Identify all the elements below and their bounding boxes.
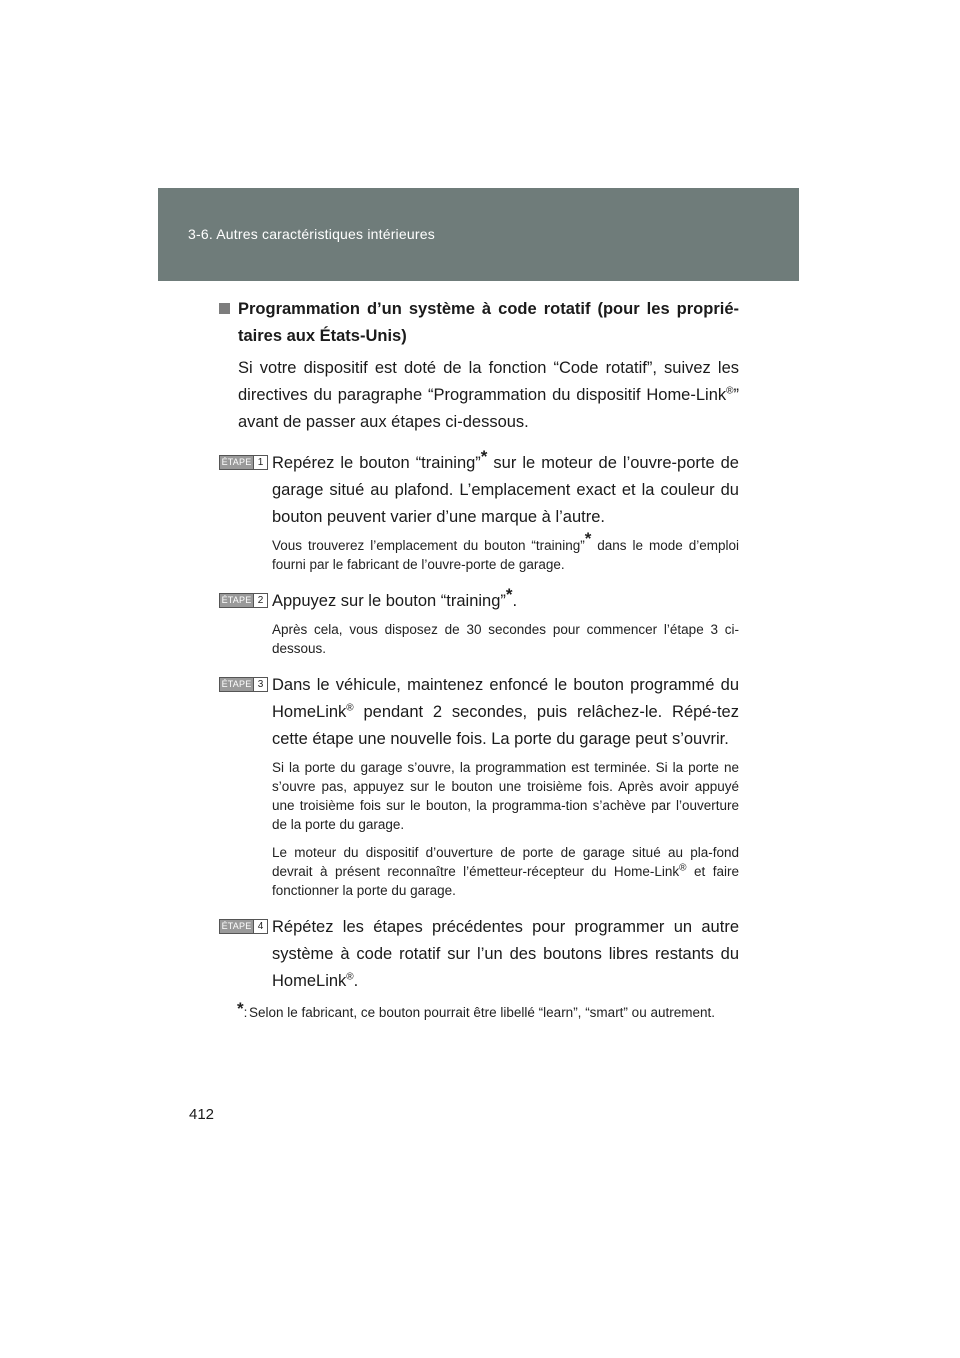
step-label: ÉTAPE xyxy=(221,921,252,931)
step-1 xyxy=(219,447,739,574)
asterisk-mark: * xyxy=(505,585,513,604)
registered-mark: ® xyxy=(346,702,354,714)
intro-paragraph xyxy=(219,355,739,436)
step-number: 1 xyxy=(253,456,267,469)
intro-text-end: ” avant de passer aux étapes ci-dessous. xyxy=(238,386,739,431)
step-text-end: sur le moteur de l’ouvre-porte de garage situé au plafond. L’emplacement exact et la couleur du bouton peuvent varier d’une marque à l’autre. xyxy=(272,454,739,526)
step-note: Si la porte du garage s’ouvre, la programmation est terminée. Si la porte ne s’ouvre pas, appuyez sur le bouton une troisième fois. Après avoir appuyé une troisième fois sur le bouton, la programma-tion s’achève par l’ouverture de la porte du garage. xyxy=(272,760,739,832)
registered-mark: ® xyxy=(346,971,354,983)
note-text-end: et faire fonctionner la porte du garage. xyxy=(272,864,739,898)
footnote-mark xyxy=(237,999,251,1022)
footnote-colon: : xyxy=(243,1005,248,1020)
step-number: 2 xyxy=(253,594,267,607)
step-2 xyxy=(219,585,739,658)
registered-mark: ® xyxy=(679,862,687,874)
heading-text: Programmation d’un système à code rotatif (pour les proprié-taires aux États-Unis) xyxy=(238,300,739,345)
step-text: Repérez le bouton “training” xyxy=(272,454,481,472)
step-instruction xyxy=(272,914,739,995)
step-note xyxy=(272,529,739,574)
step-text-end: pendant 2 secondes, puis relâchez-le. Répé-tez cette étape une nouvelle fois. La porte du garage peut s’ouvrir. xyxy=(272,703,739,748)
step-instruction xyxy=(272,585,739,615)
section-header-band xyxy=(158,188,799,281)
step-note xyxy=(272,843,739,900)
note-text-end: dans le mode d’emploi fourni par le fabricant de l’ouvre-porte de garage. xyxy=(272,538,739,572)
step-text: Appuyez sur le bouton “training” xyxy=(272,592,506,610)
step-number: 3 xyxy=(253,678,267,691)
step-3 xyxy=(219,672,739,900)
footnote xyxy=(219,999,739,1022)
step-text-end: . xyxy=(353,972,359,990)
asterisk-mark: * xyxy=(584,529,592,548)
step-label: ÉTAPE xyxy=(221,457,252,467)
section-heading xyxy=(219,296,739,350)
step-label: ÉTAPE xyxy=(221,679,252,689)
step-badge xyxy=(219,677,268,692)
note-text: Vous trouverez l’emplacement du bouton “training” xyxy=(272,538,585,553)
step-text: Dans le véhicule, maintenez enfoncé le bouton programmé du HomeLink xyxy=(272,676,739,721)
page-content xyxy=(219,296,739,1022)
step-badge xyxy=(219,593,268,608)
footnote-text: Selon le fabricant, ce bouton pourrait être libellé “learn”, “smart” ou autrement. xyxy=(249,1005,715,1020)
asterisk-mark: * xyxy=(237,999,244,1018)
note-text: Le moteur du dispositif d’ouverture de porte de garage situé au pla-fond devrait à présent reconnaître l’émetteur-récepteur du Home-Link xyxy=(272,845,739,879)
registered-mark: ® xyxy=(726,385,734,397)
step-instruction xyxy=(272,672,739,753)
step-badge xyxy=(219,455,268,470)
step-badge xyxy=(219,919,268,934)
step-number: 4 xyxy=(253,920,267,933)
step-note: Après cela, vous disposez de 30 secondes pour commencer l’étape 3 ci-dessous. xyxy=(272,622,739,656)
step-label: ÉTAPE xyxy=(221,595,252,605)
step-text: Répétez les étapes précédentes pour programmer un autre système à code rotatif sur l’un des boutons libres restants du HomeLink xyxy=(272,918,739,990)
page-number: 412 xyxy=(189,1106,215,1123)
step-instruction xyxy=(272,447,739,531)
step-4 xyxy=(219,914,739,995)
bullet-square-icon xyxy=(219,303,230,314)
step-text-end: . xyxy=(512,592,518,610)
section-title: 3-6. Autres caractéristiques intérieures xyxy=(188,226,435,242)
asterisk-mark: * xyxy=(480,447,488,466)
intro-text: Si votre dispositif est doté de la fonction “Code rotatif”, suivez les directives du paragraphe “Programmation du dispositif Home-Link xyxy=(238,359,739,404)
